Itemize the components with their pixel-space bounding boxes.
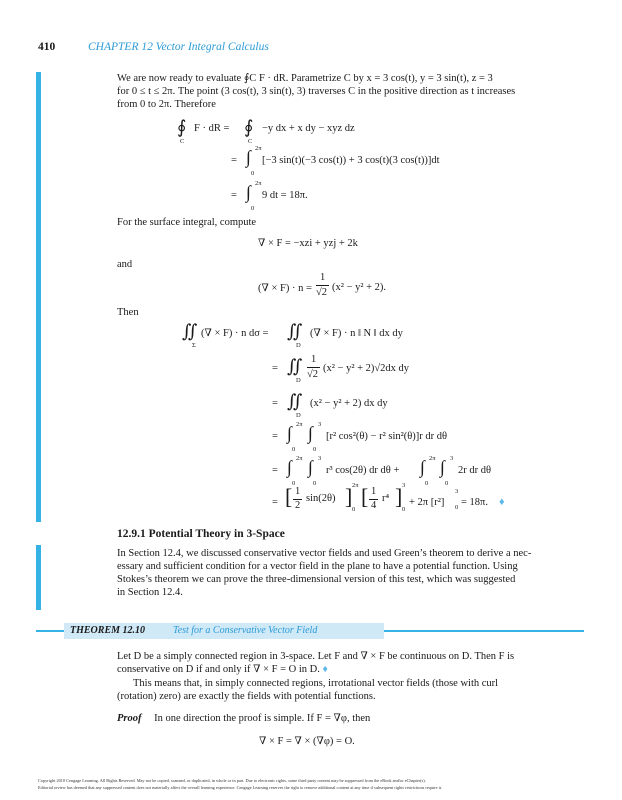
meaning-paragraph: [117, 677, 572, 703]
upper-b2: 3: [402, 482, 406, 489]
eq2-equals-2: =: [272, 363, 278, 374]
upper-row2: 2π: [255, 145, 262, 152]
end-diamond-icon: ♦: [499, 496, 505, 508]
intro-paragraph: [117, 72, 572, 111]
proof-text: In one direction the proof is simple. If F = ∇φ, then: [154, 713, 371, 724]
curl-equation: ∇ × F = −xzi + yzj + 2k: [258, 238, 358, 249]
quarter-num: 1: [371, 486, 377, 497]
contour-integral-sign-2: ∮: [244, 117, 254, 137]
bracket-open-1: [: [285, 484, 293, 509]
normal-num: 1: [320, 272, 326, 283]
meaning-line-1: This means that, in simply connected regions, irrotational vector fields (those with curl: [133, 678, 499, 689]
eq1-equals-2: =: [231, 155, 237, 166]
eq2-equals-4: =: [272, 431, 278, 442]
lower-b3: 0: [455, 504, 459, 511]
eq2-row5a: r³ cos(2θ) dr dθ +: [326, 465, 400, 476]
lower-theta-5b: 0: [425, 480, 429, 487]
integral-r-row5b: ∫: [440, 457, 445, 477]
section-line-1: In Section 12.4, we discussed conservative vector fields and used Green’s theorem to derive a nec-: [117, 548, 532, 559]
quarter-den: 4: [371, 500, 377, 511]
theorem-line-1: Let D be a simply connected region in 3-space. Let F and ∇ × F be continuous on D. Then F is: [117, 651, 515, 662]
integral-sign-row2: ∫: [246, 147, 251, 167]
normal-rhs: (x² − y² + 2).: [332, 282, 387, 293]
final-equation: ∇ × F = ∇ × (∇φ) = O.: [259, 736, 355, 747]
eq2-equals-6: =: [272, 497, 278, 508]
double-integral-sign-2: ∬: [287, 321, 303, 341]
normal-den: √2: [316, 287, 328, 298]
integral-theta-row5b: ∫: [420, 457, 425, 477]
page-number: 410: [38, 41, 56, 53]
eq2-row5b: 2r dr dθ: [458, 465, 492, 476]
contour-integral-sign: ∮: [177, 117, 187, 137]
theorem-statement: [117, 650, 572, 676]
lower-theta-5: 0: [292, 480, 296, 487]
sub-d-2: D: [296, 377, 301, 384]
chapter-title: CHAPTER 12 Vector Integral Calculus: [88, 41, 269, 53]
integral-sign-row3: ∫: [246, 182, 251, 202]
bracket-open-2: [: [361, 484, 369, 509]
double-integral-row3: ∬: [287, 391, 303, 411]
r2-fraction-bar: [307, 367, 320, 368]
upper-theta-5: 2π: [296, 455, 303, 462]
lower-row3: 0: [251, 205, 255, 212]
lower-r-4: 0: [313, 446, 317, 453]
upper-b1: 2π: [352, 482, 359, 489]
theorem-end-diamond-icon: ♦: [322, 664, 328, 675]
bracket-close-2: ]: [395, 484, 403, 509]
section-paragraph: [117, 547, 572, 599]
double-integral-row2: ∬: [287, 356, 303, 376]
upper-r-4: 3: [318, 421, 322, 428]
sin2theta: sin(2θ): [306, 493, 336, 504]
proof-label: Proof: [117, 713, 142, 724]
upper-b3: 3: [455, 488, 459, 495]
eq1-lhs: F · dR =: [194, 123, 230, 134]
eq1-row2: [−3 sin(t)(−3 cos(t)) + 3 cos(t)(3 cos(t))]dt: [262, 155, 440, 166]
margin-bar-top: [36, 72, 41, 522]
eq2-row6-end: = 18π.: [461, 497, 488, 508]
double-integral-sign: ∬: [182, 321, 198, 341]
upper-r-5: 3: [318, 455, 322, 462]
half-den: 2: [295, 500, 301, 511]
intro-line-2: for 0 ≤ t ≤ 2π. The point (3 cos(t), 3 sin(t), 3) traverses C in the positive direction as t increases: [117, 86, 516, 97]
integral-r-row4: ∫: [308, 423, 313, 443]
upper-theta-5b: 2π: [429, 455, 436, 462]
eq2-row3: (x² − y² + 2) dx dy: [310, 398, 388, 409]
sub-c-left: C: [180, 138, 185, 145]
theorem-name: Test for a Conservative Vector Field: [173, 625, 318, 636]
intro-line-3: from 0 to 2π. Therefore: [117, 99, 216, 110]
margin-bar-bottom: [36, 545, 41, 610]
eq2-row1: (∇ × F) · n ‖ N ‖ dx dy: [310, 328, 403, 339]
r4-term: r⁴: [382, 493, 390, 504]
eq2-row2: (x² − y² + 2)√2dx dy: [323, 363, 410, 374]
eq1-equals-3: =: [231, 190, 237, 201]
theorem-rule-left: [36, 630, 64, 632]
half-num: 1: [295, 486, 301, 497]
eq2-lhs: (∇ × F) · n dσ =: [201, 328, 269, 339]
upper-row3: 2π: [255, 180, 262, 187]
lower-r-5b: 0: [445, 480, 449, 487]
lower-row2: 0: [251, 170, 255, 177]
footer-line-2: Editorial review has deemed that any suppressed content does not materially affect the overall learning experience. Cengage Learning reserves the right to remove additional content at any time if subsequent rights restrictions require it.: [38, 785, 443, 790]
upper-theta-4: 2π: [296, 421, 303, 428]
proof-paragraph: [117, 712, 572, 725]
lower-theta-4: 0: [292, 446, 296, 453]
r2-den: √2: [307, 369, 319, 380]
lower-b2: 0: [402, 506, 406, 513]
eq2-equals-5: =: [272, 465, 278, 476]
sub-c-right: C: [248, 138, 253, 145]
sub-sigma: Σ: [192, 342, 196, 349]
eq2-row6: + 2π [r²]: [409, 497, 445, 508]
then-word: Then: [117, 307, 139, 318]
bracket-close-1: ]: [345, 484, 353, 509]
section-line-2: essary and sufficient condition for a vector field in the plane to have a potential function. Using: [117, 561, 518, 572]
eq2-row4: [r² cos²(θ) − r² sin²(θ)]r dr dθ: [326, 431, 448, 442]
and-word: and: [117, 259, 133, 270]
section-heading: 12.9.1 Potential Theory in 3-Space: [117, 528, 285, 540]
surface-text: For the surface integral, compute: [117, 217, 257, 228]
intro-line-1: We are now ready to evaluate ∮C F · dR. Parametrize C by x = 3 cos(t), y = 3 sin(t), z = 3: [117, 73, 493, 84]
eq1-row1: −y dx + x dy − xyz dz: [262, 123, 355, 134]
sub-d-3: D: [296, 412, 301, 419]
theorem-label: THEOREM 12.10: [70, 625, 146, 636]
sub-d-1: D: [296, 342, 301, 349]
r2-num: 1: [311, 354, 317, 365]
fraction-bar: [316, 285, 329, 286]
meaning-line-2: (rotation) zero) are exactly the fields with potential functions.: [117, 691, 376, 702]
lower-r-5: 0: [313, 480, 317, 487]
section-line-3: Stokes’s theorem we can prove the three-dimensional version of this test, which was suggested: [117, 574, 516, 585]
eq1-row3: 9 dt = 18π.: [262, 190, 308, 201]
footer-line-1: Copyright 2010 Cengage Learning. All Rights Reserved. May not be copied, scanned, or duplicated, in whole or in part. Due to electronic rights, some third party content may be suppressed from the eBook and/or eChapter(s).: [38, 778, 426, 783]
normal-lhs: (∇ × F) · n =: [258, 283, 312, 294]
upper-r-5b: 3: [450, 455, 454, 462]
theorem-rule-right: [384, 630, 584, 632]
integral-r-row5: ∫: [308, 457, 313, 477]
eq2-equals-3: =: [272, 398, 278, 409]
lower-b1: 0: [352, 506, 356, 513]
integral-theta-row4: ∫: [287, 423, 292, 443]
section-line-4: in Section 12.4.: [117, 587, 183, 598]
theorem-line-2: conservative on D if and only if ∇ × F = O in D. ♦: [117, 664, 328, 675]
integral-theta-row5: ∫: [287, 457, 292, 477]
